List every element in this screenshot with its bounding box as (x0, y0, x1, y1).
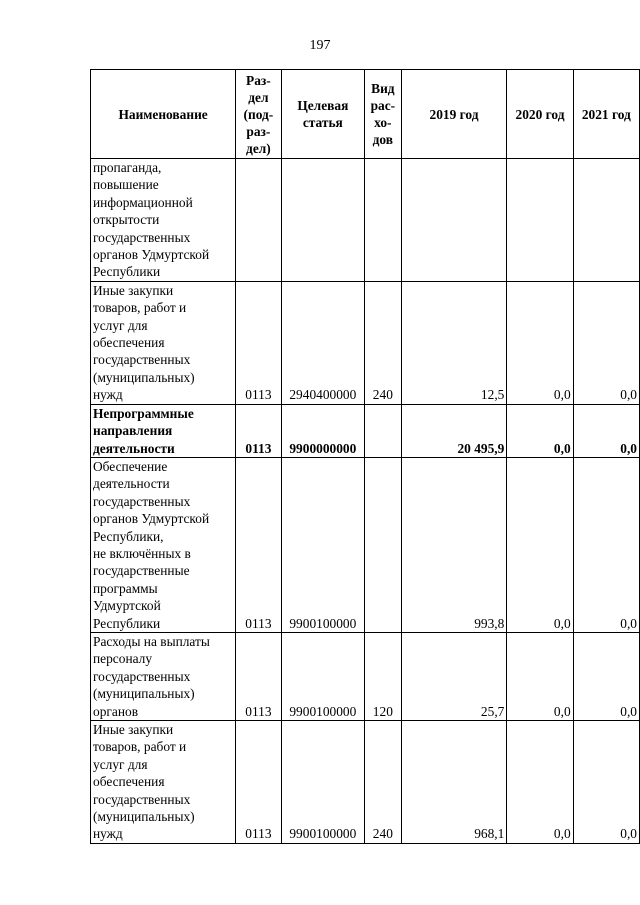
cell-section: 0113 (236, 721, 281, 844)
cell-2021: 0,0 (573, 404, 639, 457)
cell-section: 0113 (236, 404, 281, 457)
cell-name: Иные закупки товаров, работ и услуг для обеспечения государственных (муниципальных) нужд (91, 281, 236, 404)
cell-2020: 0,0 (507, 457, 573, 632)
cell-2021: 0,0 (573, 721, 639, 844)
cell-article: 2940400000 (281, 281, 364, 404)
cell-section: 0113 (236, 632, 281, 720)
header-article: Целевая статья (281, 70, 364, 159)
header-section: Раз- дел (под- раз- дел) (236, 70, 281, 159)
header-expense-type: Вид рас- хо- дов (365, 70, 402, 159)
cell-2020: 0,0 (507, 281, 573, 404)
cell-2021: 0,0 (573, 457, 639, 632)
cell-2020: 0,0 (507, 404, 573, 457)
cell-section (236, 159, 281, 282)
cell-section: 0113 (236, 457, 281, 632)
cell-section: 0113 (236, 281, 281, 404)
header-2019: 2019 год (401, 70, 507, 159)
cell-2021 (573, 159, 639, 282)
cell-article (281, 159, 364, 282)
table-row (91, 632, 640, 720)
header-name: Наименование (91, 70, 236, 159)
cell-article: 9900000000 (281, 404, 364, 457)
cell-2021: 0,0 (573, 632, 639, 720)
cell-2019: 968,1 (401, 721, 507, 844)
cell-name: пропаганда, повышение информационной открытости государственных органов Удмуртской Республики (91, 159, 236, 282)
table-row (91, 457, 640, 632)
page-number: 197 (309, 38, 331, 53)
cell-expense-type (365, 404, 402, 457)
cell-2020: 0,0 (507, 632, 573, 720)
cell-article: 9900100000 (281, 721, 364, 844)
cell-name: Иные закупки товаров, работ и услуг для обеспечения государственных (муниципальных) нужд (91, 721, 236, 844)
table-row (91, 721, 640, 844)
cell-2021: 0,0 (573, 281, 639, 404)
budget-table (90, 69, 640, 844)
cell-2019 (401, 159, 507, 282)
cell-expense-type (365, 159, 402, 282)
cell-2019: 12,5 (401, 281, 507, 404)
cell-article: 9900100000 (281, 632, 364, 720)
cell-2019: 20 495,9 (401, 404, 507, 457)
table-row (91, 404, 640, 457)
header-2021: 2021 год (573, 70, 639, 159)
cell-2019: 993,8 (401, 457, 507, 632)
cell-2020 (507, 159, 573, 282)
cell-expense-type (365, 457, 402, 632)
table-row (91, 159, 640, 282)
cell-name: Непрограммные направления деятельности (91, 404, 236, 457)
cell-2020: 0,0 (507, 721, 573, 844)
cell-expense-type: 240 (365, 721, 402, 844)
table-row (91, 281, 640, 404)
cell-expense-type: 240 (365, 281, 402, 404)
table-header-row (91, 70, 640, 159)
cell-expense-type: 120 (365, 632, 402, 720)
cell-name: Обеспечение деятельности государственных органов Удмуртской Республики, не включённых в государственные программы Удмуртской Республики (91, 457, 236, 632)
cell-article: 9900100000 (281, 457, 364, 632)
cell-name: Расходы на выплаты персоналу государственных (муниципальных) органов (91, 632, 236, 720)
header-2020: 2020 год (507, 70, 573, 159)
cell-2019: 25,7 (401, 632, 507, 720)
